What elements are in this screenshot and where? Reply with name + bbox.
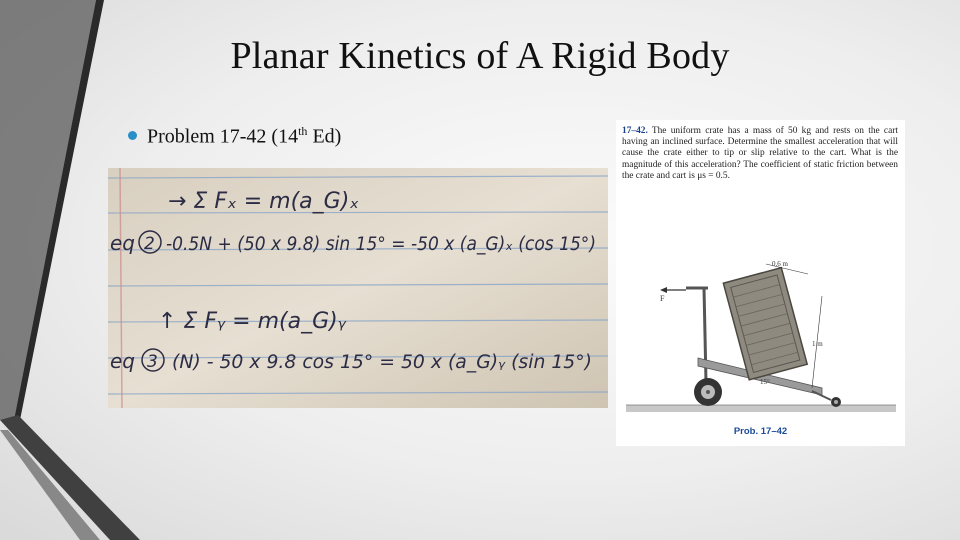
figure-label-force: F: [660, 294, 665, 303]
slide-title: Planar Kinetics of A Rigid Body: [230, 35, 730, 77]
notes-eq-num-1: 2: [144, 234, 155, 254]
bullet-text-before: Problem 17-42 (14: [147, 125, 299, 148]
notes-line-3: ↑ Σ Fᵧ = m(a_G)ᵧ: [158, 309, 346, 334]
notes-eq-label-2: eq: [110, 349, 135, 373]
problem-number: 17–42.: [622, 126, 648, 136]
figure-caption: Prob. 17–42: [733, 426, 788, 437]
figure-label-height: 1 m: [812, 340, 823, 348]
bullet-item: [128, 124, 341, 149]
figure-label-width: 0.6 m: [772, 260, 788, 268]
notes-line-2: -0.5N + (50 x 9.8) sin 15° = -50 x (a_G)ₓ (cos 15°): [166, 234, 596, 255]
bullet-icon: [128, 131, 137, 140]
problem-panel: [616, 120, 905, 446]
bullet-text-after: Ed): [307, 125, 342, 148]
problem-text: The uniform crate has a mass of 50 kg and rests on the cart having an inclined surface. Determine the smallest acceleration that will cause the crate either to tip or slip relative to the cart. What is the magnitude of this acceleration? The coefficient of static friction between the crate and cart is μs = 0.5.: [622, 126, 898, 181]
notes-line-1: → Σ Fₓ = m(a_G)ₓ: [168, 189, 360, 214]
bullet-sup: th: [298, 124, 308, 138]
notes-eq-label-1: eq: [110, 231, 135, 255]
notes-line-4: (N) - 50 x 9.8 cos 15° = 50 x (a_G)ᵧ (sin 15°): [172, 352, 592, 373]
notes-eq-num-2: 3: [147, 352, 158, 372]
figure-label-angle: 15°: [760, 378, 770, 386]
handwritten-notes-photo: [108, 168, 608, 408]
problem-figure: [616, 120, 905, 446]
